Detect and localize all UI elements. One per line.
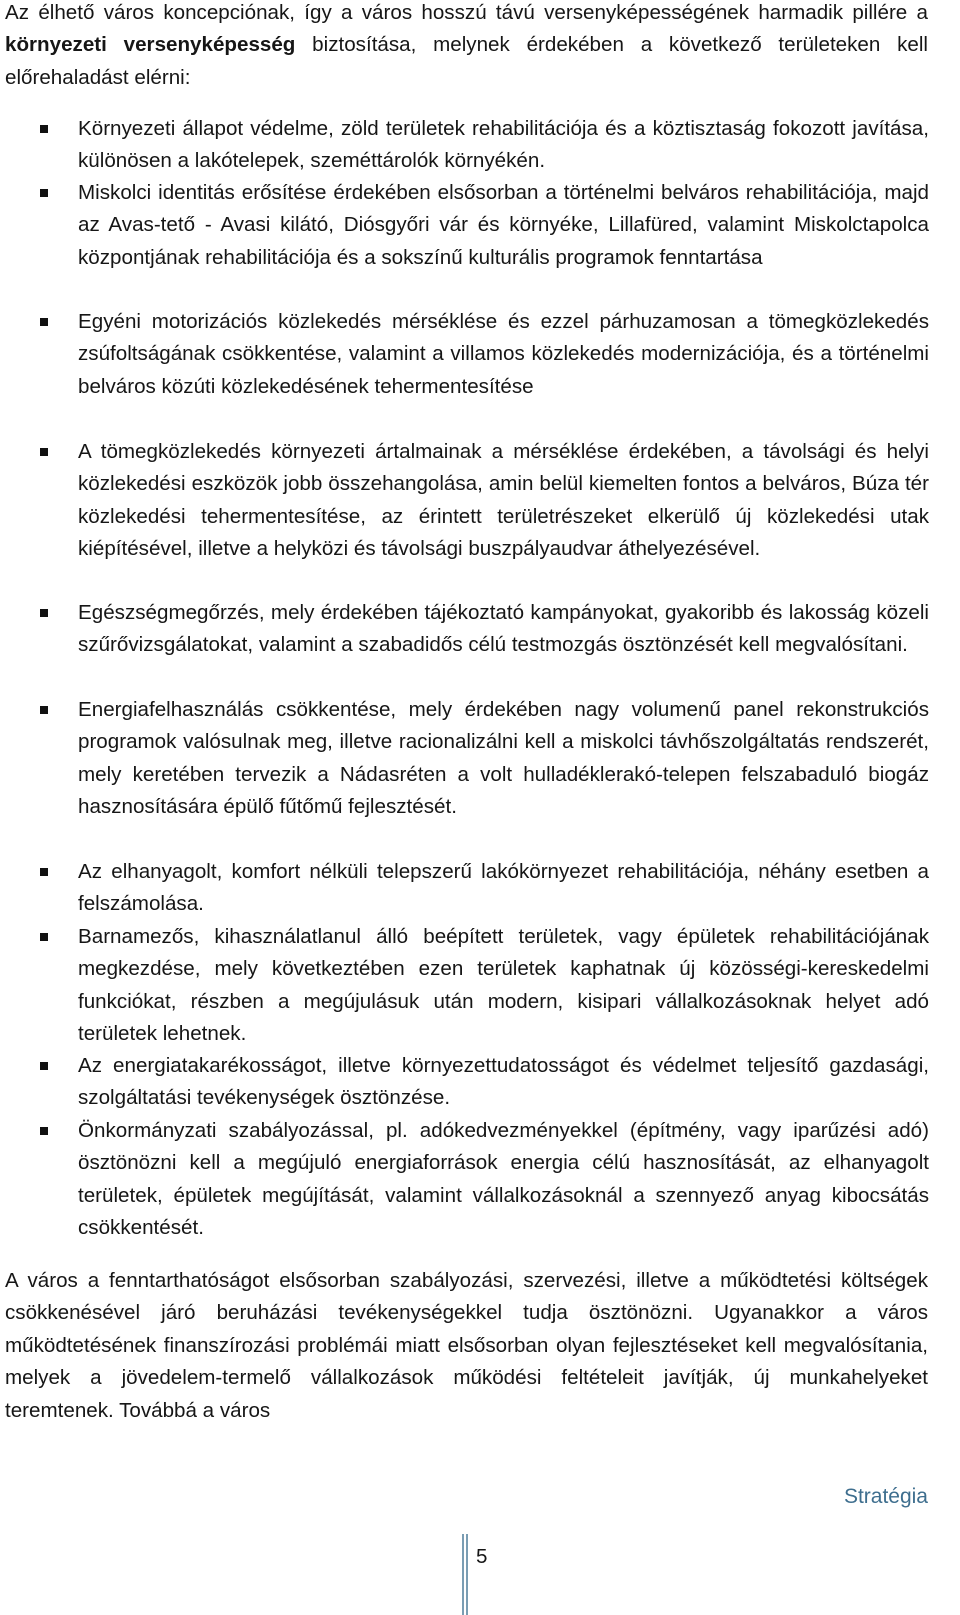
list-item-text: Az elhanyagolt, komfort nélküli telepszerű lakókörnyezet rehabilitációja, néhány esetben a felszámolása. — [78, 860, 929, 916]
square-bullet-icon — [40, 125, 48, 133]
intro-emphasis: környezeti versenyképesség — [5, 33, 296, 57]
list-item-text: A tömegközlekedés környezeti ártalmainak a mérséklése érdekében, a távolsági és helyi közlekedési eszközök jobb összehangolása, amin belül kiemelten fontos a belváros, Búza tér közlekedési tehermentesítése, az érintett területrészeket elkerülő új közlekedési utak kiépítésével, illetve a helyközi és távolsági buszpályaudvar áthelyezésével. — [78, 440, 929, 561]
square-bullet-icon — [40, 933, 48, 941]
square-bullet-icon — [40, 189, 48, 197]
list-item-text: Az energiatakarékosságot, illetve környezettudatosságot és védelmet teljesítő gazdasági, szolgáltatási tevékenységek ösztönzése. — [78, 1054, 929, 1110]
square-bullet-icon — [40, 448, 48, 456]
square-bullet-icon — [40, 318, 48, 326]
page-number: 5 — [476, 1545, 488, 1568]
list-item-text: Környezeti állapot védelme, zöld területek rehabilitációja és a köztisztaság fokozott javítása, különösen a lakótelepek, szeméttárolók környékén. — [78, 117, 929, 173]
list-item-text: Egészségmegőrzés, mely érdekében tájékoztató kampányokat, gyakoribb és lakosság közeli szűrővizsgálatokat, valamint a szabadidős célú testmozgás ösztönzését kell megvalósítani. — [78, 601, 929, 657]
closing-paragraph: A város a fenntarthatóságot elsősorban szabályozási, szervezési, illetve a működtetési költségek csökkenésével járó beruházási tevékenységekkel tudja ösztönözni. Ugyanakkor a város működtetésének finanszírozási problémái miatt elsősorban olyan fejlesztéseket kell megvalósítania, melyek a jövedelem-termelő vállalkozások működési feltételeit javítják, új munkahelyeket teremtenek. Továbbá a város — [5, 1269, 928, 1422]
list-item-text: Önkormányzati szabályozással, pl. adókedvezményekkel (építmény, vagy iparűzési adó) ösztönözni kell a megújuló energiaforrások energia célú hasznosítását, az elhanyagolt területek, épületek megújítását, valamint vállalkozásoknál a szennyező anyag kibocsátás csökkentését. — [78, 1119, 929, 1240]
square-bullet-icon — [40, 1127, 48, 1135]
footer-divider — [462, 1534, 468, 1615]
square-bullet-icon — [40, 609, 48, 617]
intro-paragraph — [5, 0, 928, 94]
square-bullet-icon — [40, 1062, 48, 1070]
list-item-text: Barnamezős, kihasználatlanul álló beépített területek, vagy épületek rehabilitációjának megkezdése, mely következtében ezen területek kaphatnak új közösségi-kereskedelmi funkciókat, részben a megújulásuk után modern, kisipari vállalkozásoknak helyet adó területek lehetnek. — [78, 925, 929, 1046]
list-item-text: Egyéni motorizációs közlekedés mérséklése és ezzel párhuzamosan a tömegközlekedés zsúfoltságának csökkentése, valamint a villamos közlekedés modernizációja, és a történelmi belváros közúti közlekedésének tehermentesítése — [78, 310, 929, 398]
square-bullet-icon — [40, 706, 48, 714]
intro-text-end: biztosítása, melynek érdekében a következő területeken kell előrehaladást elérni: — [5, 33, 928, 89]
list-item-text: Energiafelhasználás csökkentése, mely érdekében nagy volumenű panel rekonstrukciós programok valósulnak meg, illetve racionalizálni kell a miskolci távhőszolgáltatás rendszerét, mely keretében tervezik a Nádasréten a volt hulladéklerakó-telepen felszabaduló biogáz hasznosítására épülő fűtőmű fejlesztését. — [78, 698, 929, 819]
list-item-text: Miskolci identitás erősítése érdekében elsősorban a történelmi belváros rehabilitációja, majd az Avas-tető - Avasi kilátó, Diósgyőri vár és környéke, Lillafüred, valamint Miskolctapolca központjának rehabilitációja és a sokszínű kulturális programok fenntartása — [78, 181, 929, 269]
footer-section-title: Stratégia — [843, 1485, 928, 1508]
intro-text-start: Az élhető város koncepciónak, így a város hosszú távú versenyképességének harmadik pillére a — [5, 1, 928, 24]
square-bullet-icon — [40, 868, 48, 876]
